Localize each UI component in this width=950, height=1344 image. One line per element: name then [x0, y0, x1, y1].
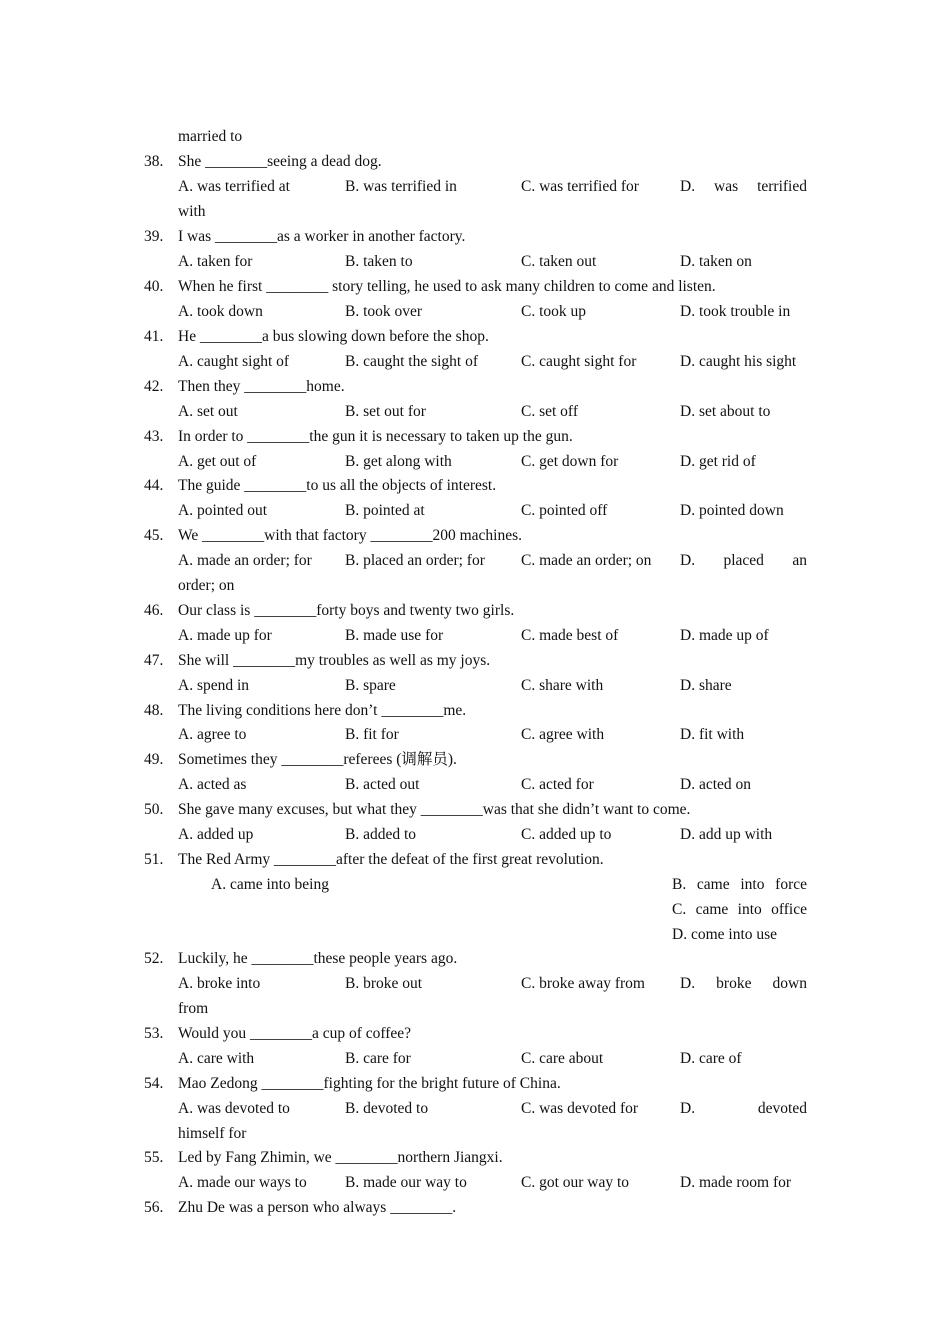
option-d: D. made room for [680, 1174, 792, 1191]
option-c: C. set off [521, 403, 578, 420]
option-b: B. took over [345, 303, 423, 320]
option-c: C. broke away from [521, 975, 645, 992]
option-d: D. add up with [680, 826, 773, 843]
option-a: A. came into being [211, 876, 329, 893]
option-d: D. was terrified [680, 178, 807, 195]
option-c: C. was terrified for [521, 178, 639, 195]
option-a: A. made up for [178, 627, 272, 644]
option-d: D. pointed down [680, 502, 784, 519]
option-a: A. made an order; for [178, 552, 312, 569]
option-a: A. was terrified at [178, 178, 290, 195]
option-c: C. care about [521, 1050, 604, 1067]
option-c: C. share with [521, 677, 604, 694]
option-b: B. added to [345, 826, 417, 843]
option-a: A. made our ways to [178, 1174, 307, 1191]
option-d-wrap: himself for [178, 1125, 247, 1142]
question-number: 51. [144, 851, 164, 868]
option-d: D. acted on [680, 776, 752, 793]
question-stem: In order to ________the gun it is necessary to taken up the gun. [178, 428, 573, 445]
option-a: A. was devoted to [178, 1100, 290, 1117]
option-b: B. set out for [345, 403, 426, 420]
question-number: 53. [144, 1025, 164, 1042]
option-c: C. caught sight for [521, 353, 637, 370]
question-stem: Would you ________a cup of coffee? [178, 1025, 412, 1042]
option-c: C. taken out [521, 253, 597, 270]
question-number: 42. [144, 378, 164, 395]
question-number: 48. [144, 702, 164, 719]
option-c: C. got our way to [521, 1174, 630, 1191]
question-number: 47. [144, 652, 164, 669]
option-d: D. caught his sight [680, 353, 797, 370]
option-c: C. get down for [521, 453, 619, 470]
question-number: 38. [144, 153, 164, 170]
option-b: B. taken to [345, 253, 413, 270]
question-number: 40. [144, 278, 164, 295]
question-stem: He ________a bus slowing down before the shop. [178, 328, 489, 345]
option-c: C. came into office [672, 901, 807, 918]
option-a: A. set out [178, 403, 238, 420]
option-b: B. fit for [345, 726, 399, 743]
option-a: A. get out of [178, 453, 257, 470]
option-a: A. taken for [178, 253, 253, 270]
option-a: A. broke into [178, 975, 261, 992]
question-stem: Sometimes they ________referees (调解员). [178, 751, 457, 768]
question-number: 41. [144, 328, 164, 345]
option-b: B. broke out [345, 975, 423, 992]
question-stem: Our class is ________forty boys and twenty two girls. [178, 602, 515, 619]
option-a: A. pointed out [178, 502, 268, 519]
option-d-wrap: from [178, 1000, 209, 1017]
question-stem: Mao Zedong ________fighting for the bright future of China. [178, 1075, 561, 1092]
option-d: D. took trouble in [680, 303, 791, 320]
question-number: 54. [144, 1075, 164, 1092]
option-d: D. share [680, 677, 732, 694]
question-stem: The living conditions here don’t ________me. [178, 702, 467, 719]
option-d: D. care of [680, 1050, 742, 1067]
question-stem: Zhu De was a person who always ________. [178, 1199, 457, 1216]
option-d: D. broke down [680, 975, 807, 992]
option-d-wrap: with [178, 203, 206, 220]
option-a: A. took down [178, 303, 263, 320]
question-number: 46. [144, 602, 164, 619]
question-stem: Led by Fang Zhimin, we ________northern Jiangxi. [178, 1149, 503, 1166]
question-number: 56. [144, 1199, 164, 1216]
question-number: 49. [144, 751, 164, 768]
question-stem: The guide ________to us all the objects of interest. [178, 477, 497, 494]
option-d: D. placed an [680, 552, 807, 569]
question-stem: She will ________my troubles as well as my joys. [178, 652, 491, 669]
question-number: 39. [144, 228, 164, 245]
option-c: C. pointed off [521, 502, 608, 519]
option-d: D. fit with [680, 726, 745, 743]
question-stem: We ________with that factory ________200 machines. [178, 527, 522, 544]
option-c: C. agree with [521, 726, 605, 743]
question-stem: I was ________as a worker in another factory. [178, 228, 466, 245]
option-d: D. devoted [680, 1100, 807, 1117]
question-stem: When he first ________ story telling, he used to ask many children to come and listen. [178, 278, 716, 295]
question-number: 50. [144, 801, 164, 818]
question-stem: She ________seeing a dead dog. [178, 153, 382, 170]
option-b: B. came into force [672, 876, 807, 893]
option-a: A. acted as [178, 776, 247, 793]
option-a: A. agree to [178, 726, 247, 743]
question-stem: The Red Army ________after the defeat of the first great revolution. [178, 851, 604, 868]
option-d: D. set about to [680, 403, 771, 420]
option-d: D. come into use [672, 926, 778, 943]
option-a: A. added up [178, 826, 254, 843]
option-d: D. made up of [680, 627, 769, 644]
option-a: A. spend in [178, 677, 250, 694]
option-c: C. was devoted for [521, 1100, 639, 1117]
option-d-wrap: order; on [178, 577, 235, 594]
option-c: C. made best of [521, 627, 619, 644]
option-d: D. get rid of [680, 453, 756, 470]
option-b: B. made our way to [345, 1174, 467, 1191]
question-number: 43. [144, 428, 164, 445]
option-b: B. devoted to [345, 1100, 429, 1117]
option-b: B. was terrified in [345, 178, 457, 195]
option-b: B. spare [345, 677, 396, 694]
continuation-text: married to [178, 128, 243, 145]
option-b: B. pointed at [345, 502, 425, 519]
option-c: C. added up to [521, 826, 612, 843]
option-b: B. acted out [345, 776, 420, 793]
question-stem: Luckily, he ________these people years ago. [178, 950, 458, 967]
question-stem: She gave many excuses, but what they ________was that she didn’t want to come. [178, 801, 691, 818]
option-b: B. get along with [345, 453, 452, 470]
option-b: B. care for [345, 1050, 411, 1067]
option-a: A. care with [178, 1050, 255, 1067]
option-c: C. took up [521, 303, 587, 320]
option-a: A. caught sight of [178, 353, 290, 370]
question-number: 52. [144, 950, 164, 967]
option-d: D. taken on [680, 253, 752, 270]
question-number: 55. [144, 1149, 164, 1166]
option-b: B. placed an order; for [345, 552, 485, 569]
question-stem: Then they ________home. [178, 378, 345, 395]
option-b: B. made use for [345, 627, 444, 644]
question-number: 45. [144, 527, 164, 544]
question-number: 44. [144, 477, 164, 494]
option-c: C. made an order; on [521, 552, 652, 569]
option-b: B. caught the sight of [345, 353, 479, 370]
option-c: C. acted for [521, 776, 594, 793]
